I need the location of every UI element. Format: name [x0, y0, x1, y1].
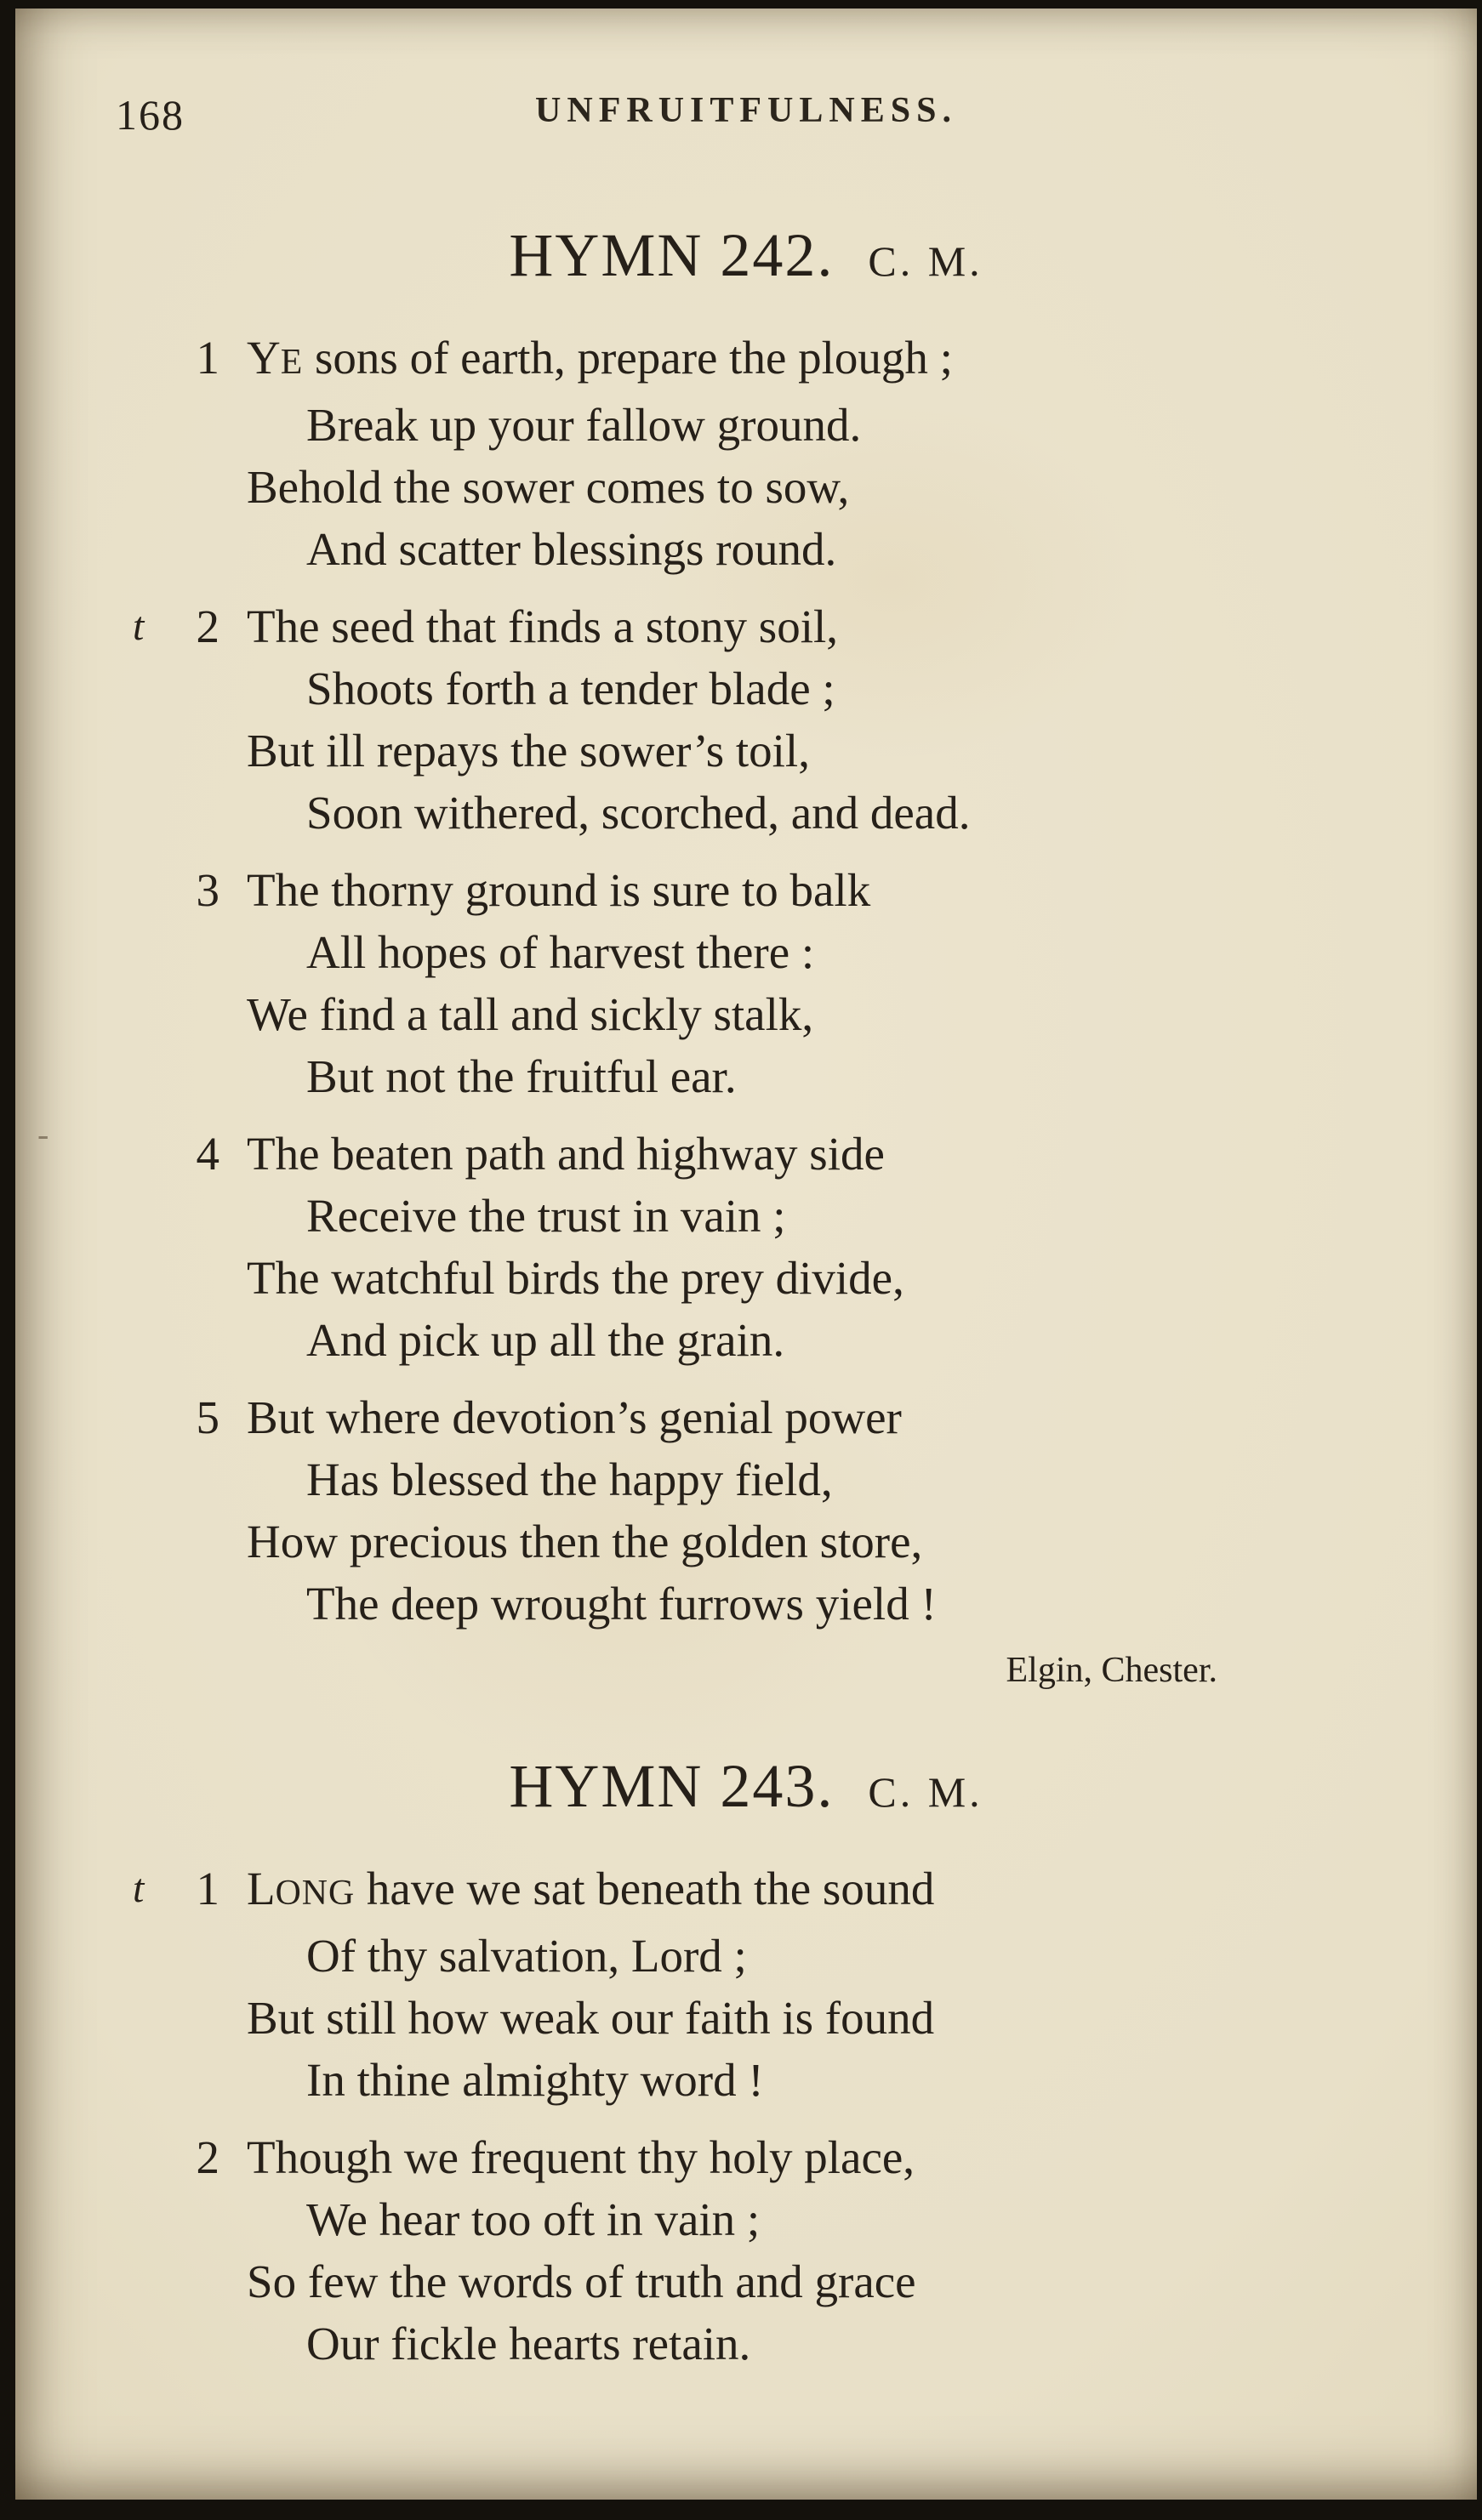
verse-line-text: And scatter blessings round.: [306, 523, 837, 575]
verse-line-text: Our fickle hearts retain.: [306, 2318, 751, 2369]
attribution: Elgin, Chester.: [1006, 1651, 1217, 1690]
verse-line-text: In thine almighty word !: [306, 2054, 764, 2106]
verse-line: [15, 782, 1477, 844]
verse-line: [15, 327, 1477, 394]
page-number: 168: [116, 91, 185, 139]
lead-initial: Y: [247, 332, 281, 384]
verse-line-text: Receive the trust in vain ;: [306, 1190, 786, 1242]
hymns-container: [15, 221, 1477, 2375]
verse: [15, 859, 1477, 1107]
verse-line: [15, 1573, 1477, 1635]
verse-line-text: Has blessed the happy field,: [306, 1453, 833, 1505]
hymn-title: [15, 221, 1477, 289]
verse-line: [15, 921, 1477, 983]
verse-line-text: And pick up all the grain.: [306, 1314, 785, 1366]
verse: [15, 1386, 1477, 1635]
verse-line: [15, 1309, 1477, 1371]
verse-line: [15, 657, 1477, 720]
verse-line: [15, 456, 1477, 518]
verse-line: [15, 983, 1477, 1045]
lead-rest: ONG: [275, 1874, 356, 1913]
verse-line: [15, 1247, 1477, 1309]
hymn-section: [15, 221, 1477, 1691]
verse-line-text: Though we frequent thy holy place,: [247, 2131, 915, 2183]
verse-number: 1: [196, 332, 219, 384]
verse-line: [15, 1510, 1477, 1573]
hymn-section: [15, 1752, 1477, 2375]
running-head: UNFRUITFULNESS.: [535, 91, 957, 130]
book-page: [15, 9, 1477, 2500]
verse-line-text: The beaten path and highway side: [247, 1128, 885, 1180]
verse-line-text: We hear too oft in vain ;: [306, 2193, 761, 2245]
lead-initial: L: [247, 1863, 276, 1914]
verse-line: [15, 1925, 1477, 1987]
scan-artifact-dash: -: [37, 1115, 49, 1153]
verse-line-text: Of thy salvation, Lord ;: [306, 1930, 747, 1982]
verse-line: [15, 1045, 1477, 1107]
verse-flag: t: [133, 604, 145, 649]
verse-line-text: The seed that finds a stony soil,: [247, 600, 839, 652]
verse-line: [15, 859, 1477, 921]
verse: [15, 595, 1477, 844]
page-header: [15, 90, 1477, 146]
verse-line: [15, 720, 1477, 782]
verse-line: [15, 2049, 1477, 2111]
verse-line-text: Break up your fallow ground.: [306, 399, 862, 451]
verse-line-text: All hopes of harvest there :: [306, 926, 815, 978]
verse-line-text: The thorny ground is sure to balk: [247, 864, 871, 916]
verse-line: [15, 394, 1477, 456]
verse: [15, 327, 1477, 580]
verse-line: [15, 595, 1477, 657]
verse-flag: t: [133, 1866, 145, 1911]
verse-line: [15, 1386, 1477, 1448]
verse-lead-word: [247, 332, 303, 384]
verse-number: 4: [196, 1128, 219, 1180]
hymn-title-text: HYMN 242.: [509, 221, 835, 289]
verse-line: [15, 1857, 1477, 1925]
verse-number: 1: [196, 1863, 219, 1914]
verse-line-text: But not the fruitful ear.: [306, 1050, 737, 1102]
verse: [15, 1857, 1477, 2111]
verse-number: 2: [196, 2131, 219, 2183]
verse: [15, 1123, 1477, 1371]
verse-line: [15, 1185, 1477, 1247]
verse-line-text: But where devotion’s genial power: [247, 1391, 902, 1443]
verse-line-text: Behold the sower comes to sow,: [247, 461, 850, 513]
hymn-title-text: HYMN 243.: [509, 1752, 835, 1820]
verse-line: [15, 1987, 1477, 2049]
verse-number: 3: [196, 864, 219, 916]
verse-line-text: We find a tall and sickly stalk,: [247, 988, 814, 1040]
verse-number: 5: [196, 1391, 219, 1443]
verse-line-text: The watchful birds the prey divide,: [247, 1252, 904, 1304]
verse-line-text: But still how weak our faith is found: [247, 1992, 935, 2044]
hymn-meter: C. M.: [868, 237, 983, 285]
verse-line: [15, 2188, 1477, 2250]
verse-line-text: The deep wrought furrows yield !: [306, 1578, 937, 1630]
verse-line-text: How precious then the golden store,: [247, 1516, 923, 1567]
verse-list: [15, 327, 1477, 1635]
verse-line: [15, 2312, 1477, 2375]
verse-line-text: have we sat beneath the sound: [355, 1863, 935, 1914]
verse-line-text: But ill repays the sower’s toil,: [247, 725, 810, 776]
verse-line: [15, 1123, 1477, 1185]
verse-line: [15, 1448, 1477, 1510]
verse-line-text: So few the words of truth and grace: [247, 2255, 916, 2307]
verse-line-text: Shoots forth a tender blade ;: [306, 663, 835, 714]
verse-number: 2: [196, 600, 219, 652]
hymn-title: [15, 1752, 1477, 1820]
verse-line: [15, 2126, 1477, 2188]
verse: [15, 2126, 1477, 2375]
hymn-meter: C. M.: [868, 1768, 983, 1816]
verse-list: [15, 1857, 1477, 2375]
verse-line-text: Soon withered, scorched, and dead.: [306, 787, 971, 839]
verse-line: [15, 2250, 1477, 2312]
verse-line: [15, 518, 1477, 580]
verse-lead-word: [247, 1863, 355, 1914]
verse-line-text: sons of earth, prepare the plough ;: [303, 332, 953, 384]
lead-rest: E: [280, 343, 304, 382]
